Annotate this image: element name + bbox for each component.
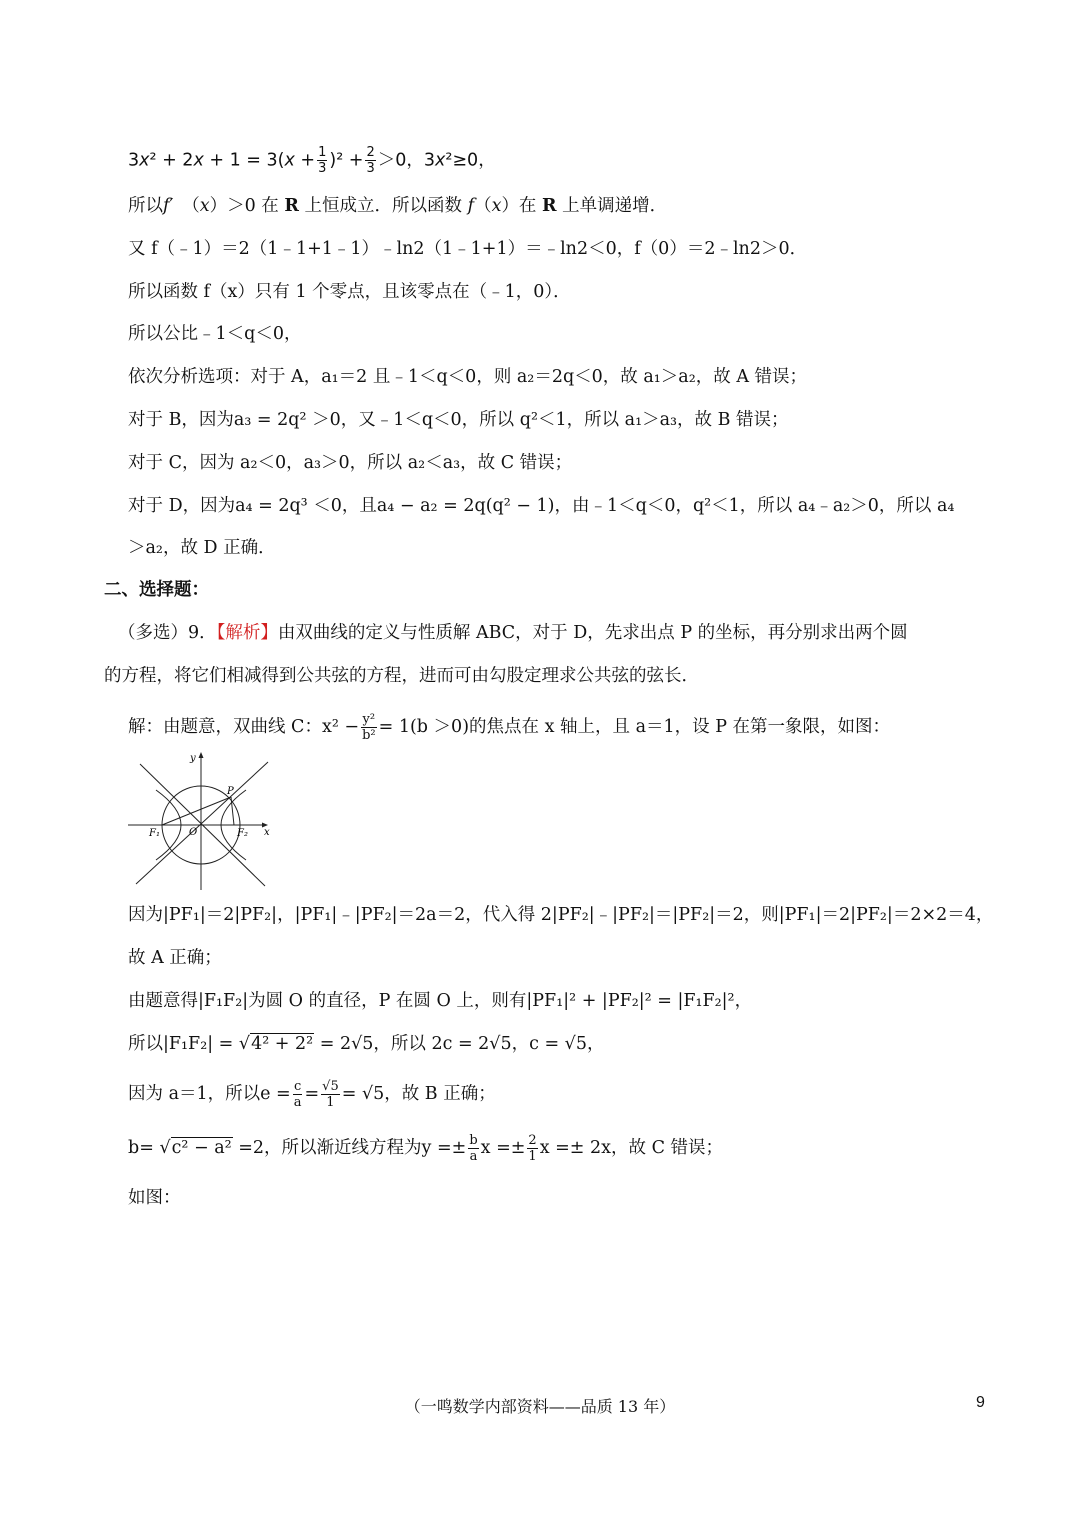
section-heading: 二、选择题： (104, 580, 209, 600)
fraction-one-third: $\frac{1}{3}$ (318, 145, 327, 176)
f1-label: F₁ (149, 828, 160, 839)
text-line-6: 依次分析选项：对于 A，a₁＝2 且﹣1＜q＜0，则 a₂＝2q＜0，故 a₁＞a₂，故 A 错误； (128, 367, 808, 387)
page-footer: （一鸣数学内部资料——品质 13 年） (404, 1397, 676, 1416)
fraction-sqrt5-1: $\frac{√5}{1}$ (322, 1079, 339, 1110)
x-label: x (264, 827, 270, 838)
text-line-13: 解：由题意，双曲线 C：x² − $\frac{\text{y²}}{\text{b²}}$ = 1(b ＞0)的焦点在 x 轴上，且 a＝1，设 P 在第一象限，如图： (128, 712, 891, 743)
text-line-10: ＞a₂，故 D 正确． (128, 538, 276, 558)
y-axis-arrow (199, 752, 204, 758)
text-line-14: 因为|PF₁|＝2|PF₂|，|PF₁|﹣|PF₂|＝2a＝2，代入得 2|PF₂|﹣|PF₂|＝|PF₂|＝2，则|PF₁|＝2|PF₂|＝2×2＝4， (128, 905, 994, 925)
segment-pf1 (162, 797, 231, 825)
text-line-16: 由题意得|F₁F₂|为圆 O 的直径，P 在圆 O 上，则有|PF₁|² + |PF₂|² = |F₁F₂|²， (128, 991, 753, 1011)
text-line-2: 所以f′ （x）＞0 在 R 上恒成立．所以函数 f（x）在 R 上单调递增． (128, 196, 668, 216)
text-line-15: 故 A 正确； (128, 948, 222, 968)
text-line-9: 对于 D，因为a₄ = 2q³ ＜0，且a₄ − a₂ = 2q(q² − 1)，由﹣1＜q＜0，q²＜1，所以 a₄﹣a₂＞0，所以 a₄ (128, 496, 955, 516)
p-label: P (227, 786, 234, 797)
fraction-c-a: $\frac{c}{a}$ (293, 1079, 302, 1110)
text-line-5: 所以公比﹣1＜q＜0， (128, 324, 302, 344)
text-line-19: b= √c² − a² =2，所以渐近线方程为y =± $\frac{b}{a}$ x =± $\frac{2}{1}$ x =± 2x，故 C 错误； (128, 1133, 724, 1164)
y-label: y (190, 753, 196, 764)
fraction-y2-b2: $\frac{\text{y²}}{\text{b²}}$ (362, 712, 376, 743)
f2-label: F₂ (237, 828, 248, 839)
o-label: O (189, 827, 198, 838)
equation-line-1: 3x² + 2x + 1 = 3(x + $\frac{1}{3}$ )² + $\frac{2}{3}$ ＞0，3x²≥0， (128, 145, 496, 176)
text-line-7: 对于 B，因为a₃ = 2q² ＞0，又﹣1＜q＜0，所以 q²＜1，所以 a₁＞a₃，故 B 错误； (128, 410, 789, 430)
analysis-tag: 【解析】 (216, 623, 278, 643)
fraction-2-1: $\frac{2}{1}$ (528, 1133, 537, 1164)
text-line-20: 如图： (128, 1188, 181, 1208)
page-number: 9 (976, 1394, 985, 1411)
text-line-17: 所以|F₁F₂| = √4² + 2² = 2√5，所以 2c = 2√5，c = √5， (128, 1034, 605, 1054)
asymptote-2 (136, 762, 268, 884)
hyperbola-figure (128, 750, 270, 890)
text-line-11: （多选）9．【解析】由双曲线的定义与性质解 ABC，对于 D，先求出点 P 的坐标，再分别求出两个圆 (118, 623, 908, 643)
text-line-18: 因为 a＝1，所以e = $\frac{c}{a}$ = $\frac{√5}{1}$ = √5，故 B 正确； (128, 1079, 496, 1110)
fraction-b-a: $\frac{b}{a}$ (469, 1133, 478, 1164)
fraction-two-thirds: $\frac{2}{3}$ (366, 145, 375, 176)
text-line-8: 对于 C，因为 a₂＜0，a₃＞0，所以 a₂＜a₃，故 C 错误； (128, 453, 573, 473)
text-line-3: 又 f（﹣1）＝2（1﹣1+1﹣1）﹣ln2（1﹣1+1）＝﹣ln2＜0，f（0）＝2﹣ln2＞0． (128, 239, 808, 259)
text-line-12: 的方程，将它们相减得到公共弦的方程，进而可由勾股定理求公共弦的弦长． (104, 666, 699, 686)
text-line-4: 所以函数 f（x）只有 1 个零点，且该零点在（﹣1，0）． (128, 282, 571, 302)
